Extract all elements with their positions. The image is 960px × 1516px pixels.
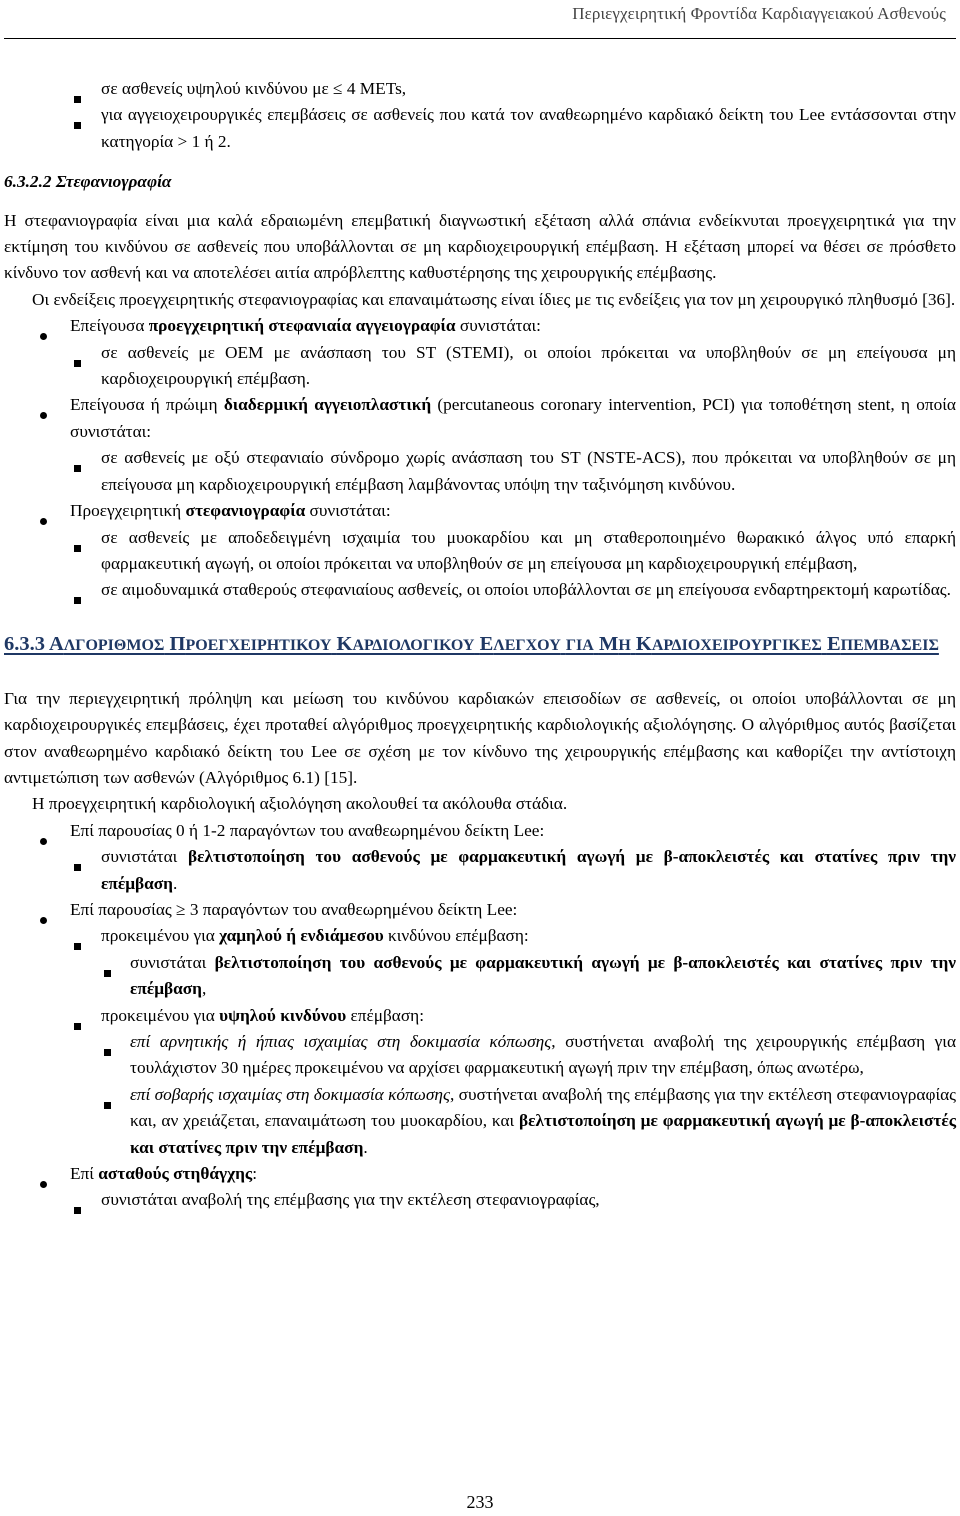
square-bullet-icon <box>74 586 81 612</box>
list-item: σε ασθενείς με αποδεδειγμένη ισχαιμία του μυοκαρδίου και μη σταθεροποιημένο θωρακικό άλγος υπό επαρκή φαρμακευτική αγωγή, οι οποίοι πρόκειται να υποβληθούν σε μη επείγουσα μη καρδιοχειρουργική επέμβαση, <box>4 525 956 578</box>
list-item: για αγγειοχειρουργικές επεμβάσεις σε ασθενείς που κατά τον αναθεωρημένο καρδιακό δείκτη του Lee εντάσσονται στην κατηγορία > 1 ή 2. <box>4 102 956 155</box>
list-item: επί αρνητικής ή ήπιας ισχαιμίας στη δοκιμασία κόπωσης, συστήνεται αναβολή της χειρουργικής επέμβαση για τουλάχιστον 30 ημέρες προκειμένου να αρχίσει φαρμακευτική αγωγή πριν την επέμβαση, όπως ανωτέρω, <box>4 1029 956 1082</box>
square-bullet-icon <box>74 111 81 137</box>
list-item: Επί ασταθούς στηθάγχης: <box>4 1161 956 1187</box>
list-item: σε ασθενείς με ΟΕΜ με ανάσπαση του ST (STEMI), οι οποίοι πρόκειται να υποβληθούν σε μη επείγουσα μη καρδιοχειρουργική επέμβαση. <box>4 340 956 393</box>
list-item: προκειμένου για υψηλού κινδύνου επέμβαση: <box>4 1003 956 1029</box>
header-rule <box>4 38 956 39</box>
list-item: προκειμένου για χαμηλού ή ενδιάμεσου κινδύνου επέμβαση: <box>4 923 956 949</box>
list-item: σε αιμοδυναμικά σταθερούς στεφανιαίους ασθενείς, οι οποίοι υποβάλλονται σε μη επείγουσα ενδαρτηρεκτομή καρωτίδας. <box>4 577 956 603</box>
list-item: συνιστάται αναβολή της επέμβασης για την εκτέλεση στεφανιογραφίας, <box>4 1187 956 1213</box>
square-bullet-icon <box>74 853 81 879</box>
list-item: Προεγχειρητική στεφανιογραφία συνιστάται: <box>4 498 956 524</box>
square-bullet-icon <box>104 1038 111 1064</box>
subsection-heading: 6.3.2.2 Στεφανιογραφία <box>4 172 172 192</box>
square-bullet-icon <box>74 349 81 375</box>
square-bullet-icon <box>74 1196 81 1222</box>
square-bullet-icon <box>74 534 81 560</box>
heading-word: ΕΠΕΜΒΑΣΕΙΣ <box>826 632 939 655</box>
heading-word: ΑΛΓΟΡΙΘΜΟΣ <box>49 632 165 655</box>
square-bullet-icon <box>104 1091 111 1117</box>
round-bullet-icon <box>40 401 47 427</box>
list-item: επί σοβαρής ισχαιμίας στη δοκιμασία κόπωσης, συστήνεται αναβολή της επέμβασης για την εκτέλεση στεφανιογραφίας και, αν χρειάζεται, επαναιμάτωση του μυοκαρδίου, και βελτιστοποίηση με φαρμακευτική αγωγή με β-αποκλειστές και στατίνες πριν την επέμβαση. <box>4 1082 956 1161</box>
list-item: σε ασθενείς υψηλού κινδύνου με ≤ 4 METs, <box>4 76 956 102</box>
section-heading <box>4 630 956 660</box>
heading-word: ΚΑΡΔΙΟΧΕΙΡΟΥΡΓΙΚΕΣ <box>635 632 822 655</box>
square-bullet-icon <box>104 959 111 985</box>
running-header: Περιεγχειρητική Φροντίδα Καρδιαγγειακού Ασθενούς <box>572 4 946 23</box>
list-item: συνιστάται βελτιστοποίηση του ασθενούς με φαρμακευτική αγωγή με β-αποκλειστές και στατίνες πριν την επέμβαση. <box>4 844 956 897</box>
heading-word: ΓΙΑ <box>565 636 594 654</box>
section-number: 6.3.3 <box>4 632 49 655</box>
list-item: Επείγουσα ή πρώιμη διαδερμική αγγειοπλαστική (percutaneous coronary intervention, PCI) για τοποθέτηση stent, η οποία συνιστάται: <box>4 392 956 445</box>
paragraph: Οι ενδείξεις προεγχειρητικής στεφανιογραφίας και επαναιμάτωσης είναι ίδιες με τις ενδείξεις για τον μη χειρουργικό πληθυσμό [36]. <box>32 289 956 309</box>
list-item: Επί παρουσίας ≥ 3 παραγόντων του αναθεωρημένου δείκτη Lee: <box>4 897 956 923</box>
square-bullet-icon <box>74 454 81 480</box>
heading-word: ΕΛΕΓΧΟΥ <box>479 632 561 655</box>
list-item: Επί παρουσίας 0 ή 1-2 παραγόντων του αναθεωρημένου δείκτη Lee: <box>4 818 956 844</box>
heading-word: ΜΗ <box>598 632 631 655</box>
list-item: συνιστάται βελτιστοποίηση του ασθενούς με φαρμακευτική αγωγή με β-αποκλειστές και στατίνες πριν την επέμβαση, <box>4 950 956 1003</box>
heading-word: ΠΡΟΕΓΧΕΙΡΗΤΙΚΟΥ <box>169 632 332 655</box>
list-item: σε ασθενείς με οξύ στεφανιαίο σύνδρομο χωρίς ανάσπαση του ST (NSTE-ACS), που πρόκειται να υποβληθούν σε μη επείγουσα μη καρδιοχειρουργική επέμβαση λαμβάνοντας υπόψη την ταξινόμηση κινδύνου. <box>4 445 956 498</box>
paragraph: Η προεγχειρητική καρδιολογική αξιολόγηση ακολουθεί τα ακόλουθα στάδια. <box>32 794 568 814</box>
paragraph: Η στεφανιογραφία είναι μια καλά εδραιωμένη επεμβατική διαγνωστική εξέταση αλλά σπάνια ενδείκνυται προεγχειρητικά για την εκτίμηση του κινδύνου σε ασθενείς που υποβάλλονται σε μη καρδιοχειρουργική επέμβαση. Η εξέταση μπορεί να θέσει σε πρόσθετο κίνδυνο τον ασθενή και να αποτελέσει αιτία απρόβλεπτης καθυστέρησης της χειρουργικής επέμβασης. <box>4 210 956 283</box>
heading-word: ΚΑΡΔΙΟΛΟΓΙΚΟΥ <box>336 632 475 655</box>
page-number: 233 <box>466 1492 494 1512</box>
paragraph: Για την περιεγχειρητική πρόληψη και μείωση του κινδύνου καρδιακών επεισοδίων σε ασθενείς, οι οποίοι υποβάλλονται σε μη καρδιοχειρουργικές επεμβάσεις, έχει προταθεί αλγόριθμος προεγχειρητικής καρδιολογικής αξιολόγησης. Ο αλγόριθμος αυτός βασίζεται στον αναθεωρημένο καρδιακό δείκτη του Lee σε σχέση με τον κίνδυνο της χειρουργικής επέμβασης και καθορίζει την αντίστοιχη αντιμετώπιση των ασθενών (Αλγόριθμος 6.1) [15]. <box>4 688 956 787</box>
list-item: Επείγουσα προεγχειρητική στεφανιαία αγγειογραφία συνιστάται: <box>4 313 956 339</box>
document-body <box>4 76 956 1214</box>
